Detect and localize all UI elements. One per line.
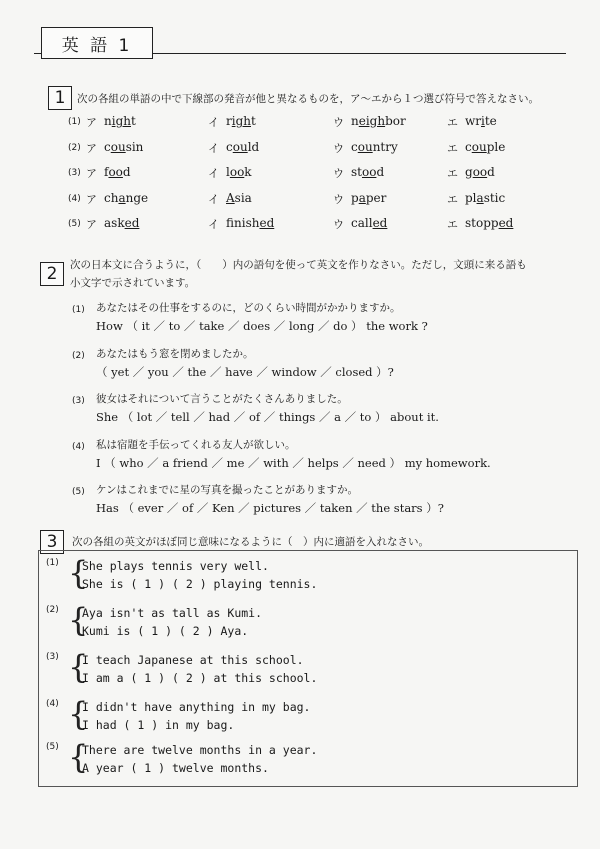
underlined-part: igh (111, 114, 131, 128)
word-part: d (122, 165, 131, 179)
underlined-part: ou (471, 139, 487, 154)
word-part: f (104, 165, 109, 179)
underlined-part: ou (110, 139, 126, 154)
s1-question-row (68, 112, 572, 138)
section-2-questions (72, 300, 572, 528)
underlined-part: oo (108, 165, 123, 179)
underlined-part: ed (259, 216, 275, 230)
word-part: ld (247, 139, 260, 154)
s3-sentence-1: There are twelve months in a year. (82, 743, 318, 757)
word-part: nge (125, 190, 149, 205)
s3-question (46, 600, 446, 647)
s2-question-number: (3) (72, 396, 85, 406)
underlined-part: oo (229, 165, 245, 179)
s1-choice-word (465, 114, 497, 128)
s3-sentence-2: She is ( 1 ) ( 2 ) playing tennis. (82, 577, 318, 591)
word-part: st (351, 165, 362, 179)
s2-japanese-sentence: ケンはこれまでに星の写真を撮ったことがありますか。 (96, 484, 358, 496)
underlined-part: i (481, 114, 485, 128)
s1-choice-label: エ (447, 116, 458, 129)
word-part: d (376, 165, 385, 179)
s2-question (72, 482, 572, 528)
s3-question (46, 553, 446, 600)
underlined-part: a (118, 190, 126, 205)
word-part: t (251, 114, 256, 128)
s1-choice-word (226, 191, 252, 205)
s1-choice-label: エ (447, 167, 458, 180)
s1-choice-word (226, 140, 259, 154)
s3-sentence-2: I am a ( 1 ) ( 2 ) at this school. (82, 671, 318, 685)
s3-sentence-1: Aya isn't as tall as Kumi. (82, 606, 263, 620)
s1-choice-label: イ (208, 218, 219, 231)
s2-japanese-sentence: 私は宿題を手伝ってくれる友人が欲しい。 (96, 438, 296, 451)
s1-question-number: (5) (68, 219, 81, 229)
word-part: k (244, 165, 252, 179)
word-part: pl (465, 190, 477, 205)
s1-choice-word (104, 191, 148, 205)
s2-question (72, 346, 572, 392)
s3-sentence-2: A year ( 1 ) twelve months. (82, 761, 269, 775)
s2-english-prompt: Has （ ever ／ of ／ Ken ／ pictures ／ taken ／ the stars ）? (96, 501, 444, 515)
underlined-part: ed (372, 216, 388, 230)
s2-japanese-sentence: あなたはもう窓を閉めましたか。 (96, 347, 254, 360)
s2-japanese-sentence: 彼女はそれについて言うことがたくさんありました。 (96, 393, 348, 405)
s2-question-number: (2) (72, 350, 85, 361)
word-part: t (130, 114, 136, 128)
word-part: d (487, 165, 495, 179)
s3-question (46, 647, 446, 694)
word-part: wr (465, 114, 482, 128)
brace-icon: { (68, 554, 89, 592)
s2-english-prompt: （ yet ／ you ／ the ／ have ／ window ／ closed ）? (96, 364, 394, 379)
s2-question-number: (1) (72, 305, 85, 315)
s1-choice-label: エ (447, 141, 458, 155)
underlined-part: ou (232, 139, 248, 154)
s1-choice-word (104, 140, 143, 154)
underlined-part: A (226, 190, 235, 205)
s1-question-row (68, 163, 572, 189)
s1-choice-word (226, 165, 252, 179)
s1-choice-word (465, 140, 505, 154)
s2-question (72, 391, 572, 437)
s1-choice-label: ウ (333, 141, 344, 155)
s1-choice-label: ウ (333, 218, 344, 231)
s3-question-number: (4) (46, 699, 59, 709)
section-3-number: 3 (40, 530, 64, 554)
s3-question-number: (5) (46, 742, 59, 752)
s1-choice-label: イ (208, 192, 219, 206)
s1-choice-label: ア (86, 167, 97, 180)
brace-icon: { (68, 601, 89, 639)
underlined-part: ed (124, 216, 140, 230)
s2-english-prompt: I （ who ／ a friend ／ me ／ with ／ helps ／ need ） my homework. (96, 455, 491, 470)
underlined-part: a (476, 190, 484, 205)
s3-question (46, 694, 446, 737)
s2-question-number: (4) (72, 441, 85, 452)
s1-question-number: (1) (68, 117, 81, 127)
underlined-part: a (358, 190, 366, 205)
s1-choice-word (226, 114, 256, 128)
underlined-part: ed (498, 216, 514, 230)
s1-choice-label: ウ (333, 167, 344, 180)
s3-sentence-1: She plays tennis very well. (82, 559, 269, 573)
word-part: bor (385, 114, 406, 128)
s1-question-number: (2) (68, 142, 81, 153)
brace-icon: { (68, 738, 89, 776)
word-part: ntry (372, 139, 398, 154)
s1-choice-label: イ (208, 167, 219, 180)
s1-choice-label: ウ (333, 116, 344, 129)
s1-choice-label: イ (208, 141, 219, 155)
s3-sentence-1: I teach Japanese at this school. (82, 653, 304, 667)
s3-sentence-1: I didn't have anything in my bag. (82, 700, 311, 714)
word-part: per (365, 190, 387, 205)
s2-question (72, 300, 572, 346)
s1-question-row (68, 214, 572, 240)
word-part: n (351, 114, 359, 128)
word-part: ask (104, 216, 125, 230)
s1-choice-word (351, 114, 406, 128)
word-part: r (226, 114, 232, 128)
brace-icon: { (68, 648, 89, 686)
s1-choice-label: イ (208, 116, 219, 129)
s1-choice-word (104, 216, 139, 230)
s2-japanese-sentence: あなたはその仕事をするのに，どのくらい時間がかかりますか。 (96, 302, 401, 314)
s1-choice-label: エ (447, 218, 458, 231)
word-part: c (351, 139, 358, 154)
word-part: stic (483, 190, 506, 205)
word-part: c (104, 139, 111, 154)
word-part: p (351, 190, 359, 205)
s1-choice-word (465, 165, 495, 179)
page-title: 英 語 1 (41, 27, 153, 59)
s1-question-number: (3) (68, 168, 81, 178)
s1-choice-word (465, 216, 513, 230)
s3-sentence-2: I had ( 1 ) in my bag. (82, 718, 235, 732)
s2-question (72, 437, 572, 483)
word-part: ple (486, 139, 506, 154)
section-2-instruction-line1: 次の日本文に合うように，（ ）内の語句を使って英文を作りなさい。ただし，文頭に来る語も (70, 259, 527, 271)
word-part: call (351, 216, 373, 230)
s1-choice-label: ウ (333, 192, 344, 206)
s1-choice-word (104, 114, 136, 128)
section-1-number: 1 (48, 86, 72, 110)
s1-choice-label: ア (86, 116, 97, 129)
word-part: n (104, 114, 112, 128)
s3-question-number: (2) (46, 605, 59, 615)
word-part: stopp (465, 216, 499, 230)
word-part: c (226, 139, 233, 154)
s3-question-number: (3) (46, 652, 59, 662)
word-part: ch (104, 190, 119, 205)
s2-question-number: (5) (72, 487, 85, 497)
s1-choice-label: ア (86, 218, 97, 231)
underlined-part: igh (231, 114, 251, 128)
s3-question-number: (1) (46, 558, 59, 568)
s1-choice-word (226, 216, 274, 230)
s1-choice-word (351, 140, 398, 154)
s1-question-row (68, 138, 572, 164)
section-2-number: 2 (40, 262, 64, 286)
word-part: c (465, 139, 472, 154)
word-part: te (484, 114, 497, 128)
underlined-part: oo (472, 165, 488, 179)
word-part: sin (125, 139, 144, 154)
section-1-instruction: 次の各組の単語の中で下線部の発音が他と異なるものを，ア～エから１つ選び符号で答えなさい。 (77, 93, 539, 105)
s2-english-prompt: She （ lot ／ tell ／ had ／ of ／ things ／ a ／ to ） about it. (96, 410, 439, 424)
s1-question-number: (4) (68, 193, 81, 204)
s1-choice-word (104, 165, 131, 179)
section-1-questions (68, 112, 572, 240)
section-3-questions (46, 553, 446, 783)
underlined-part: oo (361, 165, 377, 179)
underlined-part: ou (357, 139, 373, 154)
word-part: l (226, 165, 230, 179)
section-2-instruction-line2: 小文字で示されています。 (70, 277, 196, 289)
s1-choice-word (351, 216, 387, 230)
word-part: finish (226, 216, 260, 230)
section-3-instruction: 次の各組の英文がほぼ同じ意味になるように（ ）内に適語を入れなさい。 (72, 536, 429, 548)
s2-english-prompt: How （ it ／ to ／ take ／ does ／ long ／ do ） the work ? (96, 319, 428, 333)
word-part: g (465, 165, 473, 179)
s1-choice-label: エ (447, 192, 458, 206)
underlined-part: eigh (358, 114, 386, 128)
s1-choice-word (351, 165, 384, 179)
s1-choice-label: ア (86, 141, 97, 155)
word-part: sia (234, 190, 252, 205)
s1-choice-word (351, 191, 386, 205)
brace-icon: { (68, 695, 89, 733)
s1-choice-word (465, 191, 505, 205)
s3-sentence-2: Kumi is ( 1 ) ( 2 ) Aya. (82, 624, 249, 638)
s3-question (46, 737, 446, 783)
s1-choice-label: ア (86, 192, 97, 206)
s1-question-row (68, 189, 572, 215)
